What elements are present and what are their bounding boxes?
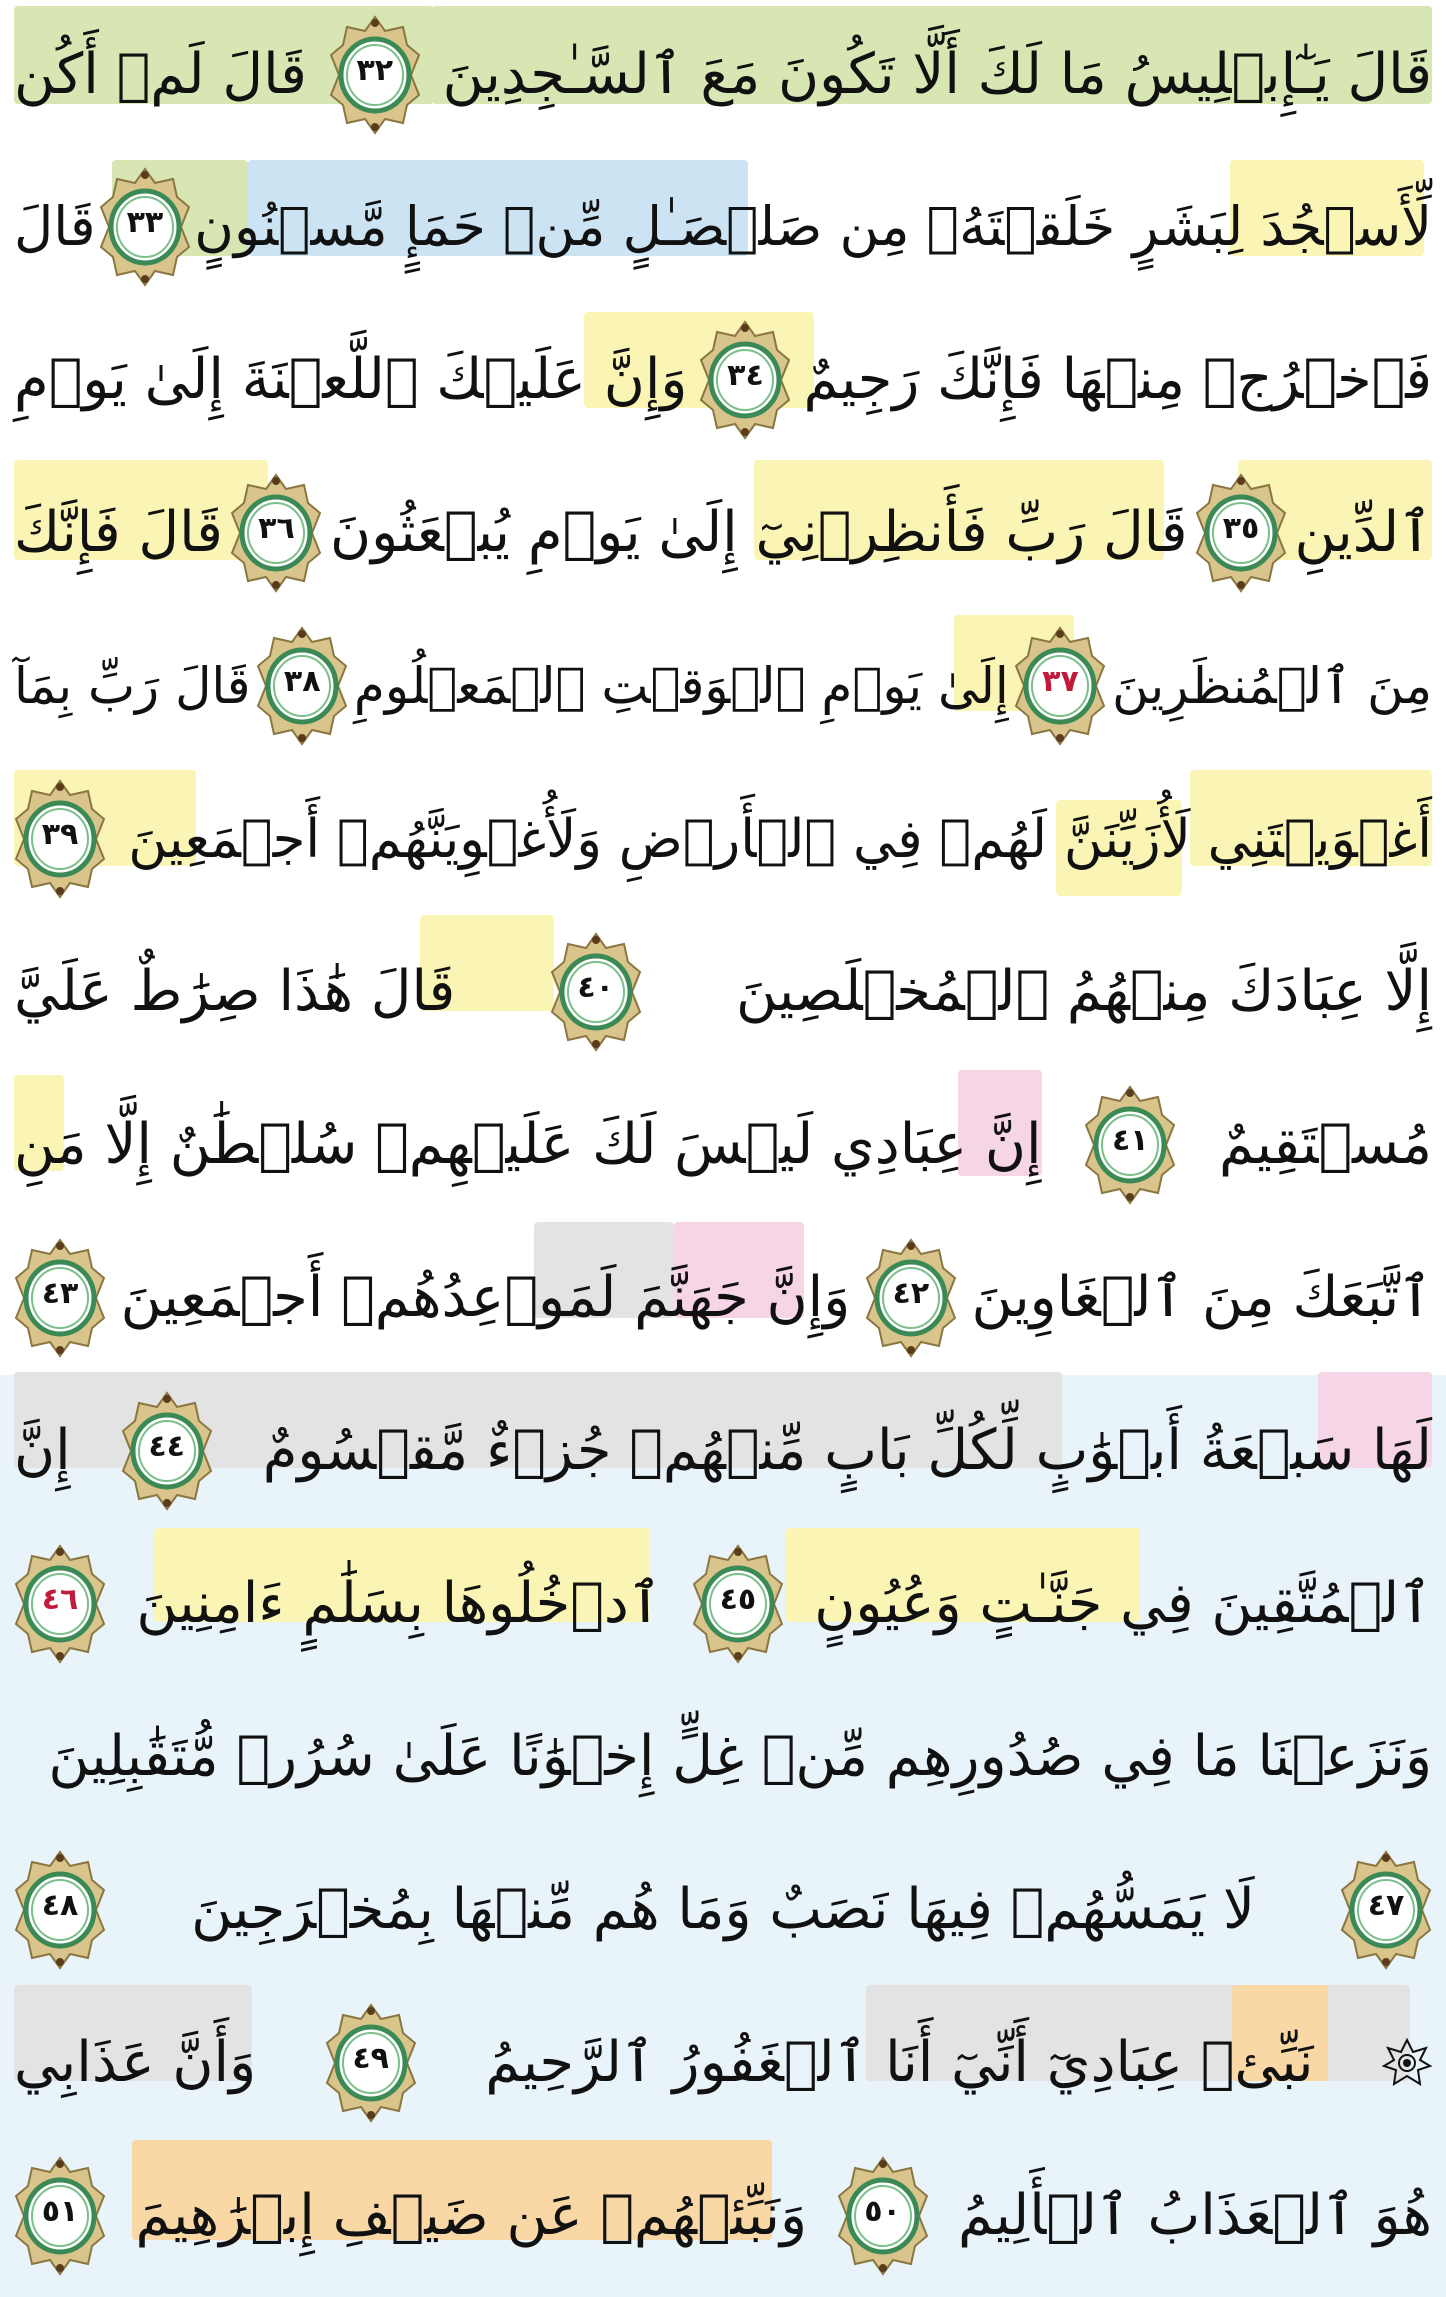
verse-text: ٱتَّبَعَكَ مِنَ ٱلۡغَاوِينَ bbox=[971, 1265, 1432, 1330]
verse-text: قَالَ لَمۡ أَكُن bbox=[14, 42, 307, 107]
ayah-number-marker-icon bbox=[1084, 1085, 1176, 1205]
ayah-number: ٤٥ bbox=[719, 1582, 757, 1617]
verse-line bbox=[14, 1223, 1432, 1373]
ayah-number: ٣٨ bbox=[283, 664, 321, 699]
ayah-number: ٣٥ bbox=[1222, 511, 1260, 546]
verse-line bbox=[14, 152, 1432, 302]
ayah-number: ٤٩ bbox=[352, 2041, 389, 2076]
verse-line bbox=[14, 1988, 1432, 2138]
verse-line bbox=[14, 611, 1432, 761]
ayah-number: ٤٠ bbox=[577, 970, 614, 1005]
verse-text: وَأَنَّ عَذَابِي bbox=[14, 2030, 257, 2095]
ayah-number: ٤٤ bbox=[148, 1429, 185, 1464]
verse-text: إِنَّ عِبَادِي لَيۡسَ لَكَ عَلَيۡهِمۡ سُلۡطَٰنٌ إِلَّا مَنِ bbox=[14, 1112, 1042, 1177]
verse-text: وَإِنَّ عَلَيۡكَ ٱللَّعۡنَةَ إِلَىٰ يَوۡمِ bbox=[14, 347, 688, 412]
verse-text: لِّأَسۡجُدَ لِبَشَرٍ خَلَقۡتَهُۥ مِن صَلۡصَـٰلٍ مِّنۡ حَمَإٍ مَّسۡنُونٍ bbox=[194, 195, 1432, 258]
verse-line bbox=[14, 1682, 1432, 1832]
ayah-number-marker-icon bbox=[14, 1238, 106, 1358]
verse-line bbox=[14, 1529, 1432, 1679]
ayah-number: ٥٠ bbox=[864, 2194, 901, 2229]
ayah-number-marker-icon bbox=[692, 1544, 784, 1664]
verse-text: ٱلۡمُتَّقِينَ فِي جَنَّـٰتٍ وَعُيُونٍ bbox=[814, 1571, 1432, 1636]
verse-text: قَالَ يَـٰٓإِبۡلِيسُ مَا لَكَ أَلَّا تَكُونَ مَعَ ٱلسَّـٰجِدِينَ bbox=[442, 42, 1432, 107]
verse-text: إِلَّا عِبَادَكَ مِنۡهُمُ ٱلۡمُخۡلَصِينَ bbox=[736, 959, 1432, 1024]
ayah-number: ٣٤ bbox=[727, 358, 764, 393]
rub-el-hizb-icon bbox=[1382, 2038, 1432, 2088]
verse-text: فَٱخۡرُجۡ مِنۡهَا فَإِنَّكَ رَجِيمٌ bbox=[803, 347, 1432, 412]
verse-line bbox=[14, 1835, 1432, 1985]
verse-text: قَالَ هَٰذَا صِرَٰطٌ عَلَيَّ bbox=[14, 959, 456, 1024]
ayah-number: ٣٣ bbox=[126, 205, 164, 240]
verse-text: نَبِّئۡ عِبَادِيٓ أَنِّيٓ أَنَا ٱلۡغَفُورُ ٱلرَّحِيمُ bbox=[485, 2030, 1314, 2095]
verse-line bbox=[14, 0, 1432, 150]
verse-text: وَنَبِّئۡهُمۡ عَن ضَيۡفِ إِبۡرَٰهِيمَ bbox=[135, 2183, 808, 2248]
ayah-number-marker-icon bbox=[14, 1544, 106, 1664]
verse-line bbox=[14, 764, 1432, 914]
ayah-number: ٤٣ bbox=[41, 1276, 79, 1311]
verse-text: هُوَ ٱلۡعَذَابُ ٱلۡأَلِيمُ bbox=[957, 2183, 1432, 2248]
ayah-number-marker-icon bbox=[865, 1238, 957, 1358]
verse-text: مُسۡتَقِيمٌ bbox=[1219, 1112, 1432, 1177]
verse-text: قَالَ رَبِّ بِمَآ bbox=[14, 657, 251, 715]
verse-text: إِلَىٰ يَوۡمِ ٱلۡوَقۡتِ ٱلۡمَعۡلُومِ bbox=[353, 657, 1009, 715]
ayah-number-marker-icon bbox=[325, 2003, 417, 2123]
ayah-number-marker-icon bbox=[121, 1391, 213, 1511]
ayah-number-marker-icon bbox=[1195, 473, 1287, 593]
verse-line bbox=[14, 1376, 1432, 1526]
ayah-number: ٣٢ bbox=[356, 53, 394, 88]
verse-text: قَالَ رَبِّ فَأَنظِرۡنِيٓ إِلَىٰ يَوۡمِ يُبۡعَثُونَ bbox=[329, 500, 1188, 565]
ayah-number: ٤٧ bbox=[1367, 1888, 1405, 1923]
verse-text: إِنَّ bbox=[14, 1418, 71, 1483]
verse-line bbox=[14, 305, 1432, 455]
verse-text: لَا يَمَسُّهُمۡ فِيهَا نَصَبٌ وَمَا هُم مِّنۡهَا بِمُخۡرَجِينَ bbox=[191, 1877, 1255, 1942]
verse-text: قَالَ فَإِنَّكَ bbox=[14, 500, 223, 565]
ayah-number-marker-icon bbox=[230, 473, 322, 593]
ayah-number-marker-icon bbox=[14, 1850, 106, 1970]
ayah-number: ٥١ bbox=[41, 2194, 79, 2229]
verse-text: قَالَ bbox=[14, 195, 96, 258]
ayah-number: ٣٧ bbox=[1042, 664, 1079, 699]
ayah-number: ٣٩ bbox=[41, 817, 79, 852]
ayah-number-marker-icon bbox=[14, 2156, 106, 2276]
ayah-number-marker-icon bbox=[699, 320, 791, 440]
verse-text: ٱدۡخُلُوهَا بِسَلَٰمٍ ءَامِنِينَ bbox=[136, 1571, 662, 1636]
ayah-number: ٤٨ bbox=[41, 1888, 79, 1923]
ayah-number-marker-icon bbox=[550, 932, 642, 1052]
ayah-number: ٤١ bbox=[1112, 1123, 1149, 1158]
ayah-number-marker-icon bbox=[256, 626, 348, 746]
ayah-number: ٤٦ bbox=[41, 1582, 79, 1617]
ayah-number-marker-icon bbox=[329, 15, 421, 135]
verse-line bbox=[14, 917, 1432, 1067]
ayah-number: ٤٢ bbox=[892, 1276, 930, 1311]
verse-text: وَنَزَعۡنَا مَا فِي صُدُورِهِم مِّنۡ غِلٍّ إِخۡوَٰنًا عَلَىٰ سُرُرٖ مُّتَقَٰبِلِينَ bbox=[48, 1724, 1432, 1789]
ayah-number-marker-icon bbox=[1014, 626, 1106, 746]
ayah-number-marker-icon bbox=[99, 167, 191, 287]
verse-text: ٱلدِّينِ bbox=[1294, 500, 1432, 565]
verse-line bbox=[14, 458, 1432, 608]
ayah-number-marker-icon bbox=[14, 779, 106, 899]
verse-text: مِنَ ٱلۡمُنظَرِينَ bbox=[1112, 657, 1432, 715]
ayah-number-marker-icon bbox=[1340, 1850, 1432, 1970]
ayah-number: ٣٦ bbox=[258, 511, 295, 546]
verse-text: أَغۡوَيۡتَنِي لَأُزَيِّنَنَّ لَهُمۡ فِي ٱلۡأَرۡضِ وَلَأُغۡوِيَنَّهُمۡ أَجۡمَعِينَ bbox=[128, 808, 1432, 870]
verse-line bbox=[14, 1070, 1432, 1220]
verse-text: لَهَا سَبۡعَةُ أَبۡوَٰبٍ لِّكُلِّ بَابٍ مِّنۡهُمۡ جُزۡءٌ مَّقۡسُومٌ bbox=[262, 1418, 1432, 1483]
verse-line bbox=[14, 2141, 1432, 2291]
verse-text: وَإِنَّ جَهَنَّمَ لَمَوۡعِدُهُمۡ أَجۡمَعِينَ bbox=[120, 1265, 851, 1330]
ayah-number-marker-icon bbox=[837, 2156, 929, 2276]
